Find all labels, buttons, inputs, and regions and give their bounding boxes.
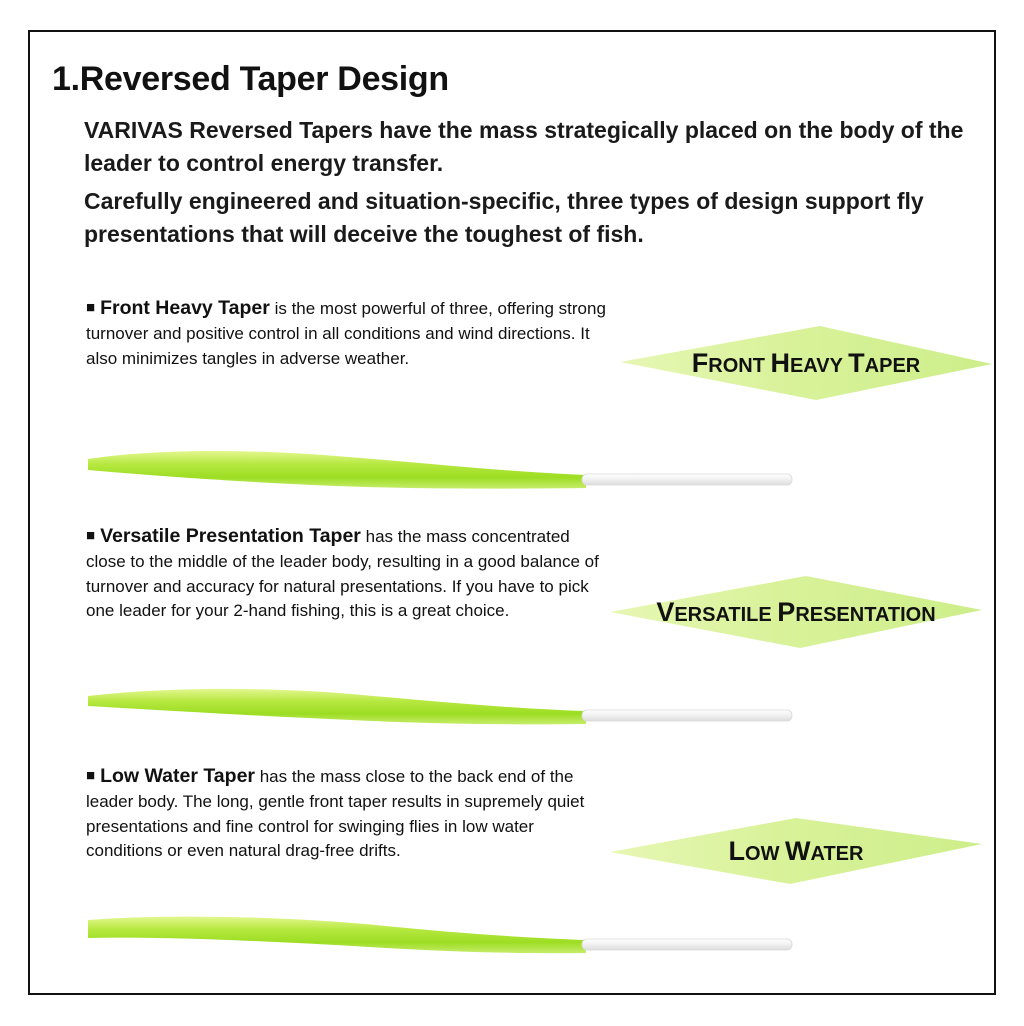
intro-paragraphs: [84, 114, 974, 251]
bullet-square-icon: ■: [86, 299, 96, 316]
low-water-taper-description: [86, 762, 606, 863]
bullet-square-icon: ■: [86, 767, 96, 784]
versatile-presentation-taper-description: [86, 522, 606, 623]
versatile-presentation-taper-body: has the mass concentrated close to the middle of the leader body, resulting in a good balance of turnover and accuracy for natural presentations. If you have to pick one leader for your 2-hand fishing, this is a great choice.: [86, 527, 599, 621]
low-water-badge-label: LOW WATER: [728, 836, 864, 866]
versatile-presentation-badge-label: VERSATILE PRESENTATION: [656, 597, 936, 627]
intro-line-1: VARIVAS Reversed Tapers have the mass strategically placed on the body of the leader to control energy transfer.: [84, 117, 964, 176]
low-water-taper-heading: Low Water Taper: [100, 765, 255, 787]
low-water-taper-diagram: [86, 908, 798, 966]
document-page: [28, 30, 996, 995]
front-heavy-taper-heading: Front Heavy Taper: [100, 297, 270, 319]
front-heavy-taper-description: [86, 294, 606, 371]
bullet-square-icon: ■: [86, 527, 96, 544]
versatile-presentation-badge: [610, 574, 982, 650]
intro-line-2: Carefully engineered and situation-specific, three types of design support fly presentations that will deceive the toughest of fish.: [84, 188, 924, 247]
page-title: 1.Reversed Taper Design: [52, 60, 449, 98]
low-water-badge: [610, 812, 982, 888]
versatile-presentation-taper-diagram: [86, 680, 798, 738]
versatile-presentation-taper-heading: Versatile Presentation Taper: [100, 525, 361, 547]
front-heavy-taper-badge: [620, 326, 992, 402]
front-heavy-taper-badge-label: FRONT HEAVY TAPER: [691, 348, 921, 378]
front-heavy-taper-diagram: [86, 444, 798, 502]
low-water-taper-body: has the mass close to the back end of the leader body. The long, gentle front taper results in supremely quiet presentations and fine control for swinging flies in low water conditions or even natural drag-free drifts.: [86, 767, 585, 861]
front-heavy-taper-body: is the most powerful of three, offering strong turnover and positive control in all conditions and wind directions. It also minimizes tangles in adverse weather.: [86, 299, 606, 368]
